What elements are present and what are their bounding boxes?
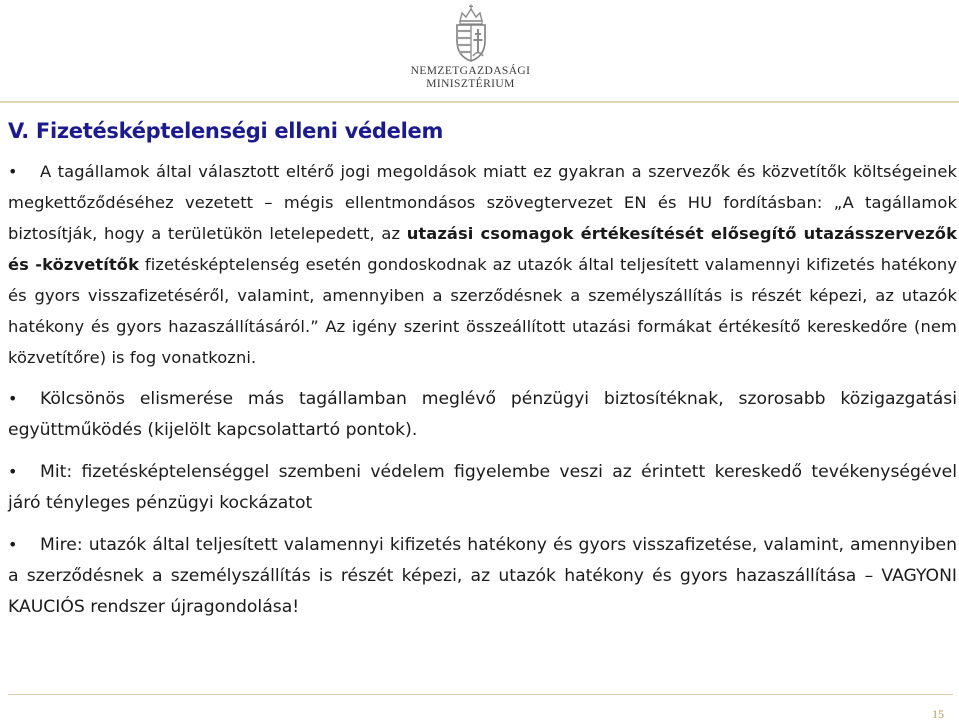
bullet-item — [8, 156, 957, 373]
bullet-text-emphasis: utazási csomagok értékesítését elősegítő utazásszervezők és -közvetítők — [8, 224, 957, 274]
ministry-logo — [403, 4, 538, 98]
bullet-text: Mit: fizetésképtelenséggel szembeni védelem figyelembe veszi az érintett kereskedő tevékenységével járó tényleges pénzügyi kockázatot — [8, 462, 957, 513]
bullet-text-part: fizetésképtelenség esetén gondoskodnak az utazók által teljesített valamennyi kifizetés hatékony és gyors visszafizetéséről, valamint, amennyiben a szerződésnek a személyszállítás is részét képezi, az utazók hatékony és gyors hazaszállításáról.” Az igény szerint összeállított utazási formákat értékesítő kereskedőre (nem közvetítőre) is fog vonatkozni. — [8, 255, 957, 367]
slide-heading: V. Fizetésképtelenségi elleni védelem — [8, 119, 444, 143]
bullet-item — [8, 383, 957, 446]
coat-of-arms-icon — [453, 4, 489, 62]
ministry-name — [403, 65, 538, 91]
header-rule — [0, 101, 959, 103]
bullet-text: Mire: utazók által teljesített valamennyi kifizetés hatékony és gyors visszafizetése, valamint, amennyiben a szerződésnek a személyszállítás is részét képezi, az utazók hatékony és gyors hazaszállítása – VAGYONI KAUCIÓS rendszer újragondolása! — [8, 535, 957, 617]
bullet-text-part: A tagállamok által választott eltérő jogi megoldások miatt ez gyakran a szervezők és közvetítők költségeinek megkettőződéséhez vezetett – mégis ellentmondásos szövegtervezet EN és HU fordításban: „A tagállamok biztosítják, hogy a területükön letelepedett, az — [8, 162, 957, 243]
bullet-item — [8, 529, 957, 623]
bullet-item — [8, 456, 957, 519]
bullet-text: Kölcsönös elismerése más tagállamban meglévő pénzügyi biztosítéknak, szorosabb közigazgatási együttműködés (kijelölt kapcsolattartó pontok). — [8, 389, 957, 440]
bullet-icon: • — [8, 462, 18, 481]
bullet-list — [8, 156, 957, 623]
page-number: 15 — [932, 707, 944, 721]
footer-rule — [8, 694, 953, 695]
bullet-icon: • — [8, 389, 18, 408]
bullet-icon: • — [8, 535, 18, 554]
ministry-name-line1: NEMZETGAZDASÁGI — [410, 65, 531, 77]
ministry-name-line2: MINISZTÉRIUM — [426, 78, 515, 90]
bullet-icon: • — [8, 162, 18, 181]
